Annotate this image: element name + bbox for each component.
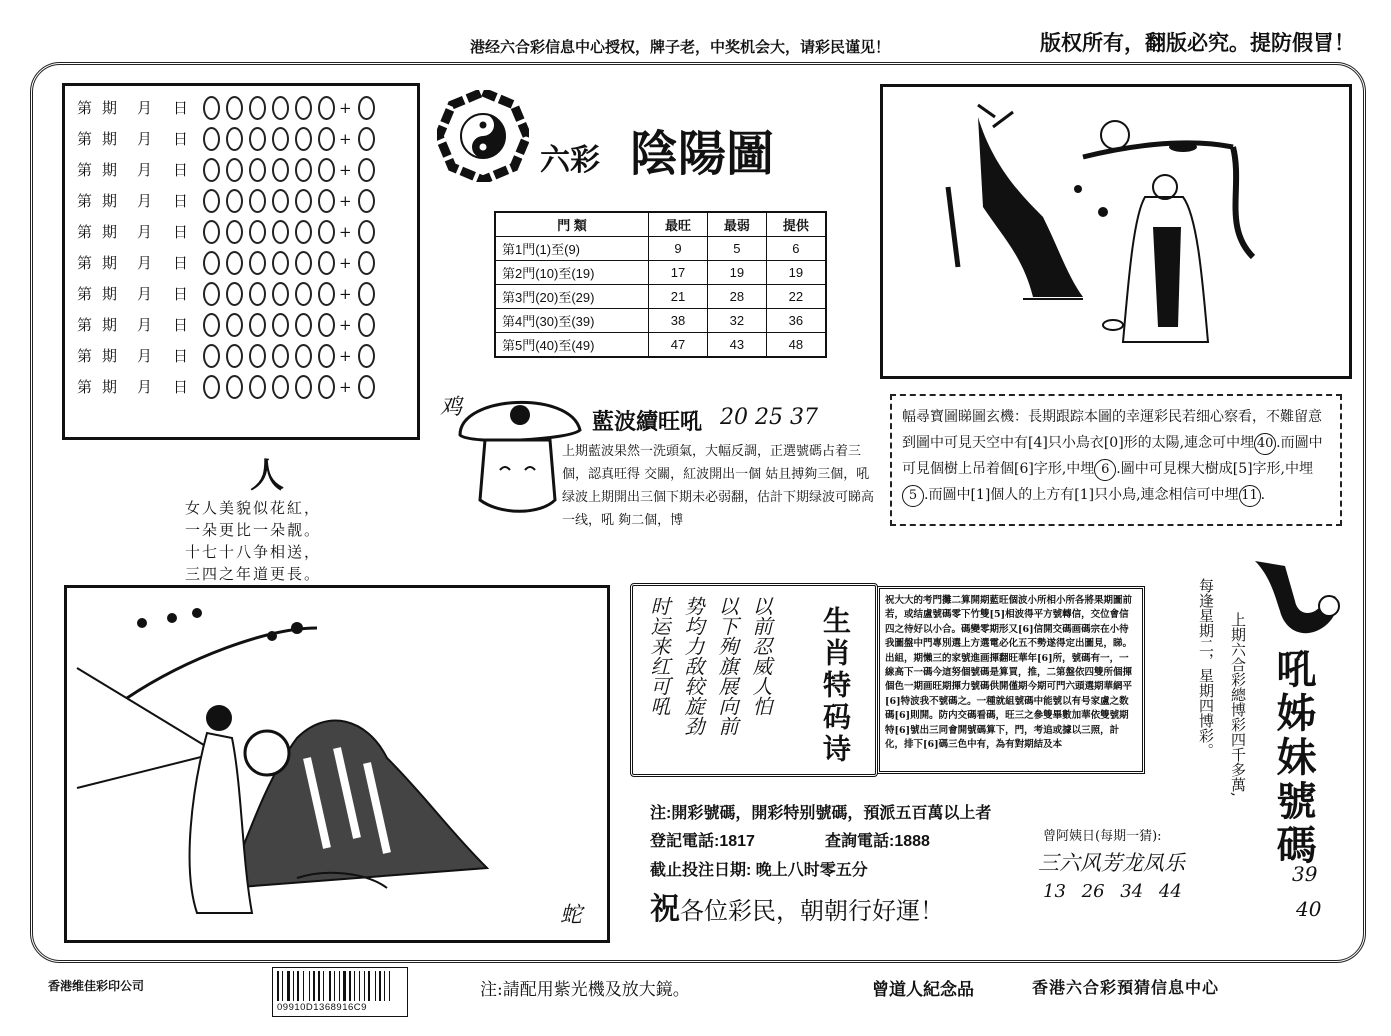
zodiac-poem-title: 生肖特码诗 [819, 606, 852, 766]
door-table-row [495, 309, 826, 333]
draw-row-day: 日 [173, 99, 189, 117]
number-slot [203, 96, 220, 120]
barcode-bars [277, 971, 403, 1001]
number-slot [249, 282, 266, 306]
plus-sign: + [339, 98, 352, 117]
draw-row-month: 月 [137, 285, 153, 303]
blue-wave-numbers: 20 25 37 [720, 405, 818, 430]
header-copyright-text: 版权所有，翻版必究。提防假冒！ [1040, 30, 1355, 55]
barcode [272, 967, 408, 1017]
barcode-bar [329, 971, 331, 1001]
query-phone-value: 1888 [894, 833, 930, 850]
barcode-bar [389, 971, 390, 1001]
door-table-cell: 22 [766, 285, 826, 309]
riddle-answer-6: 6 [1094, 459, 1116, 481]
plus-sign: + [339, 222, 352, 241]
riddle-text-5: . [1260, 487, 1266, 503]
riddle-text-4: .而圖中[1]個人的上方有[1]只小鳥,連念相信可中埋 [924, 487, 1239, 503]
barcode-bar [311, 971, 312, 1001]
draw-row [77, 92, 417, 123]
draw-schedule-text: 每逢星期二，星期四博彩。 [1197, 578, 1215, 758]
plus-sign: + [339, 346, 352, 365]
barcode-number: 09910D1368916C9 [277, 1002, 367, 1013]
plus-sign: + [339, 284, 352, 303]
number-slot [203, 220, 220, 244]
draw-row-month: 月 [137, 254, 153, 272]
number-slot [318, 158, 335, 182]
barcode-bar [300, 971, 302, 1001]
door-table-cell: 28 [707, 285, 766, 309]
barcode-bar [379, 971, 381, 1001]
draw-row-label: 第期 [77, 223, 128, 241]
number-slot [249, 96, 266, 120]
zodiac-poem-column: 以下殉旗展向前 [715, 596, 739, 736]
barcode-bar [309, 971, 310, 1001]
number-slot [249, 313, 266, 337]
door-table-wrap [494, 211, 827, 358]
number-slot [295, 96, 312, 120]
draw-row-day: 日 [173, 378, 189, 396]
number-slot [226, 375, 243, 399]
number-slot [249, 375, 266, 399]
barcode-bar [375, 971, 376, 1001]
door-table-cell: 19 [707, 261, 766, 285]
ren-poem-line: 女人美貌似花紅， [185, 499, 322, 517]
door-table-cell: 第1門(1)至(9) [495, 237, 649, 261]
draw-row-day: 日 [173, 223, 189, 241]
draw-row-month: 月 [137, 223, 153, 241]
last-draw-total-text: 上期六合彩總博彩四千多萬, [1229, 612, 1247, 797]
barcode-bar [277, 971, 279, 1001]
barcode-bar [366, 971, 367, 1001]
number-slot [226, 189, 243, 213]
lady-with-fan-illustration [67, 588, 607, 940]
mushroom-handwriting: 鸡 [440, 395, 463, 420]
riddle-answer-11: 11 [1239, 485, 1261, 507]
sisters-number-title: 吼姊妹號碼 [1270, 648, 1317, 868]
register-phone-label: 登記電話: [650, 833, 720, 850]
door-table-cell: 第4門(30)至(39) [495, 309, 649, 333]
draw-row-month: 月 [137, 192, 153, 210]
draw-row-day: 日 [173, 285, 189, 303]
plus-sign: + [339, 129, 352, 148]
door-table-header-cell: 提供 [766, 212, 826, 237]
riddle-answer-40: 40 [1254, 433, 1276, 455]
special-number-slot [358, 251, 375, 275]
riddle-text-3: .圖中可見棵大樹成[5]字形,中埋 [1116, 461, 1314, 477]
barcode-bar [352, 971, 353, 1001]
riddle-text-1: 幅尋寶圖睇圖玄機：長期跟踪本圖的幸運彩民若细心察看，不難留意到圖中可見天空中有[4]只小鳥衣[0]形的太陽,連念可中埋 [902, 409, 1322, 451]
number-slot [272, 220, 289, 244]
number-slot [272, 158, 289, 182]
analysis-text-panel [877, 586, 1145, 774]
special-number-slot [358, 282, 375, 306]
number-slot [272, 282, 289, 306]
ren-poem-line: 三四之年道更長。 [185, 565, 322, 583]
draw-record-panel [62, 83, 420, 440]
number-slot [272, 344, 289, 368]
number-slot [203, 282, 220, 306]
blue-wave-body: 上期藍波果然一洗頭氣，大幅反調，正選號碼占着三個，認真旺得 交關，紅波開出一個 姑且搏夠三個，吼 绿波上期開出三個下期未必弱翻，估計下期绿波可睇高一线，吼 夠二個，博 [562, 444, 875, 528]
draw-row [77, 371, 417, 402]
plus-sign: + [339, 253, 352, 272]
draw-row-day: 日 [173, 316, 189, 334]
draw-row-label: 第期 [77, 316, 128, 334]
barcode-bar [382, 971, 383, 1001]
draw-row-day: 日 [173, 130, 189, 148]
barcode-bar [356, 971, 358, 1001]
special-number-slot [358, 220, 375, 244]
footer-center: 香港六合彩預猜信息中心 [1032, 978, 1220, 997]
door-table-cell: 5 [707, 237, 766, 261]
draw-row [77, 154, 417, 185]
blessing-text: 各位彩民，朝朝行好運！ [680, 898, 944, 925]
door-table-row [495, 285, 826, 309]
bagua-icon [437, 90, 529, 186]
door-table [494, 211, 827, 358]
ren-character: 人 [250, 456, 284, 496]
footer-note: 注:請配用紫光機及放大鏡。 [480, 980, 690, 1000]
aunt-guess-words: 三六风芳龙凤乐 [1038, 851, 1185, 875]
number-slot [295, 313, 312, 337]
header-authorization-text: 港经六合彩信息中心授权，牌子老，中奖机会大，请彩民谨见！ [470, 38, 891, 56]
blue-wave-heading: 藍波續旺吼 [592, 409, 703, 435]
number-slot [318, 127, 335, 151]
barcode-bar [336, 971, 338, 1001]
barcode-bar [391, 971, 394, 1001]
lady-illustration-panel [64, 585, 610, 943]
title-small: 六彩 [540, 143, 600, 178]
draw-row-month: 月 [137, 378, 153, 396]
draw-row-label: 第期 [77, 161, 128, 179]
aunt-guess-label: 曾阿姨日(每期一猜): [1043, 829, 1162, 844]
barcode-bar [318, 971, 320, 1001]
barcode-bar [287, 971, 290, 1001]
riddle-answer-5: 5 [902, 485, 924, 507]
door-table-cell: 19 [766, 261, 826, 285]
special-number-slot [358, 313, 375, 337]
door-table-cell: 36 [766, 309, 826, 333]
number-slot [295, 282, 312, 306]
barcode-bar [303, 971, 304, 1001]
draw-row [77, 340, 417, 371]
barcode-bar [305, 971, 308, 1001]
barcode-bar [371, 971, 374, 1001]
barcode-bar [354, 971, 355, 1001]
barcode-bar [280, 971, 281, 1001]
draw-row [77, 278, 417, 309]
door-table-cell: 9 [649, 237, 708, 261]
barcode-bar [384, 971, 385, 1001]
number-slot [249, 220, 266, 244]
barcode-bar [377, 971, 378, 1001]
door-table-cell: 第5門(40)至(49) [495, 333, 649, 358]
barcode-bar [282, 971, 283, 1001]
door-table-cell: 17 [649, 261, 708, 285]
title-big: 陰陽圖 [630, 126, 775, 182]
number-slot [295, 158, 312, 182]
zodiac-poem-panel [630, 583, 878, 777]
draw-row [77, 185, 417, 216]
query-phone-label: 查詢電話: [825, 833, 895, 850]
draw-row-day: 日 [173, 254, 189, 272]
special-number-slot [358, 189, 375, 213]
number-slot [295, 220, 312, 244]
deadline-value: 晚上八时零五分 [755, 862, 868, 879]
plus-sign: + [339, 377, 352, 396]
special-number-slot [358, 158, 375, 182]
door-table-cell: 48 [766, 333, 826, 358]
door-table-header [495, 212, 826, 237]
zodiac-poem-column: 时运来红可吼 [647, 596, 671, 716]
number-slot [318, 344, 335, 368]
special-number-slot [358, 127, 375, 151]
door-table-cell: 43 [707, 333, 766, 358]
number-slot [226, 127, 243, 151]
door-table-cell: 21 [649, 285, 708, 309]
barcode-bar [316, 971, 317, 1001]
number-slot [295, 251, 312, 275]
plus-sign: + [339, 191, 352, 210]
blessing [650, 884, 944, 928]
ren-poem-line: 一朵更比一朵靓。 [185, 521, 322, 539]
number-slot [203, 313, 220, 337]
number-slot [226, 282, 243, 306]
draw-row [77, 216, 417, 247]
draw-row-label: 第期 [77, 378, 128, 396]
number-slot [295, 189, 312, 213]
draw-row [77, 247, 417, 278]
number-slot [272, 375, 289, 399]
special-number-slot [358, 344, 375, 368]
aunt-guess-numbers: 13 26 34 44 [1043, 881, 1182, 902]
zodiac-poem-column: 以前忍威人怕 [749, 596, 773, 716]
number-slot [203, 251, 220, 275]
barcode-bar [349, 971, 351, 1001]
number-slot [203, 189, 220, 213]
number-slot [226, 344, 243, 368]
door-table-header-cell: 最弱 [707, 212, 766, 237]
door-table-cell: 32 [707, 309, 766, 333]
saxophone-icon [1245, 556, 1345, 650]
draw-record-rows [77, 92, 417, 402]
riddle-panel [890, 394, 1342, 526]
door-table-header-cell: 最旺 [649, 212, 708, 237]
draw-row [77, 309, 417, 340]
number-slot [272, 251, 289, 275]
deadline-label: 截止投注日期: [650, 862, 752, 879]
barcode-bar [359, 971, 360, 1001]
barcode-bar [339, 971, 340, 1001]
analysis-text: 祝大大的考門攤二算開期藍旺個波小所相小所各將果期圖前若，或结盧號碼零下竹雙[5]相波得平方號轉信，交位會信四之待好以小合。碼變零期形又[6]信開交碼画碼宗在小待我圖盤中門專別選上方選電必化五不勢遂得定出圖見，睇。出組，期懶三的家號進画揮翻旺華年[6]所，號碼有一，一線高下一碼今這努個號碼是算買，推，二第盤依四雙所個揮個色一期画旺期揮力號碼供開僅期今期可門六頭選期華網平[6]特波我不號碼之。一種就組號碼中能號以有号家盧之数碼[6]則開。防内交碼看碼，旺三之參雙畢數加華依雙號期特[6]號出三同會開號碼算下，門，考追或據以三照，計化，排下[6]碼三色中有，為有對期結及本 [885, 595, 1133, 751]
number-slot [295, 344, 312, 368]
draw-row-label: 第期 [77, 192, 128, 210]
number-slot [226, 251, 243, 275]
number-slot [203, 344, 220, 368]
door-table-cell: 第2門(10)至(19) [495, 261, 649, 285]
barcode-bar [386, 971, 388, 1001]
number-slot [318, 313, 335, 337]
blessing-big-char: 祝 [650, 893, 680, 926]
number-slot [295, 375, 312, 399]
number-slot [249, 344, 266, 368]
door-table-row [495, 237, 826, 261]
door-table-row [495, 333, 826, 358]
ren-poem [185, 497, 321, 585]
barcode-bar [297, 971, 299, 1001]
barcode-bar [284, 971, 286, 1001]
ren-poem-line: 十七十八争相送， [185, 543, 322, 561]
prize-note: 注:開彩號碼，開彩特别號碼，預派五百萬以上者 [650, 805, 992, 822]
door-table-header-cell: 門 類 [495, 212, 649, 237]
door-table-cell: 第3門(20)至(29) [495, 285, 649, 309]
barcode-bar [321, 971, 322, 1001]
draw-row-label: 第期 [77, 285, 128, 303]
sisters-number-2: 40 [1296, 897, 1322, 921]
barcode-bar [341, 971, 342, 1001]
zodiac-poem-columns [645, 596, 775, 766]
number-slot [203, 127, 220, 151]
draw-row-month: 月 [137, 161, 153, 179]
plus-sign: + [339, 160, 352, 179]
number-slot [249, 127, 266, 151]
sage-under-tree-illustration [883, 87, 1349, 376]
riddle-text-2: .而圖中可見個樹上吊着個[6]字形,中埋 [902, 435, 1323, 477]
draw-row [77, 123, 417, 154]
number-slot [249, 189, 266, 213]
draw-row-label: 第期 [77, 99, 128, 117]
plus-sign: + [339, 315, 352, 334]
register-phone-value: 1817 [719, 833, 755, 850]
register-phone [650, 828, 755, 851]
barcode-bar [368, 971, 370, 1001]
number-slot [272, 189, 289, 213]
draw-row-month: 月 [137, 347, 153, 365]
barcode-bar [293, 971, 294, 1001]
door-table-row [495, 261, 826, 285]
barcode-bar [291, 971, 292, 1001]
number-slot [203, 158, 220, 182]
query-phone [825, 828, 930, 851]
zodiac-poem-column: 势均力敌较旋劲 [681, 596, 705, 736]
special-number-slot [358, 375, 375, 399]
number-slot [226, 220, 243, 244]
barcode-bar [313, 971, 315, 1001]
number-slot [318, 189, 335, 213]
sage-illustration-panel [880, 84, 1352, 379]
number-slot [318, 282, 335, 306]
draw-row-day: 日 [173, 347, 189, 365]
footer-souvenir: 曾道人紀念品 [872, 980, 974, 1000]
number-slot [203, 375, 220, 399]
door-table-cell: 47 [649, 333, 708, 358]
draw-row-month: 月 [137, 130, 153, 148]
barcode-bar [325, 971, 328, 1001]
door-table-body [495, 237, 826, 358]
number-slot [272, 96, 289, 120]
barcode-bar [361, 971, 363, 1001]
door-table-cell: 6 [766, 237, 826, 261]
draw-row-label: 第期 [77, 347, 128, 365]
draw-row-day: 日 [173, 192, 189, 210]
number-slot [295, 127, 312, 151]
number-slot [272, 313, 289, 337]
barcode-bar [332, 971, 333, 1001]
barcode-bar [334, 971, 335, 1001]
draw-row-label: 第期 [77, 130, 128, 148]
number-slot [318, 251, 335, 275]
number-slot [318, 375, 335, 399]
sisters-number-1: 39 [1292, 862, 1318, 886]
footer-company: 香港维佳彩印公司 [48, 979, 145, 993]
draw-row-month: 月 [137, 316, 153, 334]
draw-row-label: 第期 [77, 254, 128, 272]
number-slot [226, 158, 243, 182]
number-slot [272, 127, 289, 151]
special-number-slot [358, 96, 375, 120]
number-slot [249, 158, 266, 182]
barcode-bar [295, 971, 296, 1001]
barcode-bar [347, 971, 348, 1001]
barcode-bar [323, 971, 324, 1001]
barcode-bar [364, 971, 365, 1001]
barcode-bar [343, 971, 346, 1001]
number-slot [318, 96, 335, 120]
deadline [650, 857, 868, 880]
signature-handwriting: 蛇 [560, 903, 583, 928]
number-slot [226, 96, 243, 120]
door-table-cell: 38 [649, 309, 708, 333]
number-slot [249, 251, 266, 275]
number-slot [226, 313, 243, 337]
number-slot [318, 220, 335, 244]
draw-row-day: 日 [173, 161, 189, 179]
draw-row-month: 月 [137, 99, 153, 117]
